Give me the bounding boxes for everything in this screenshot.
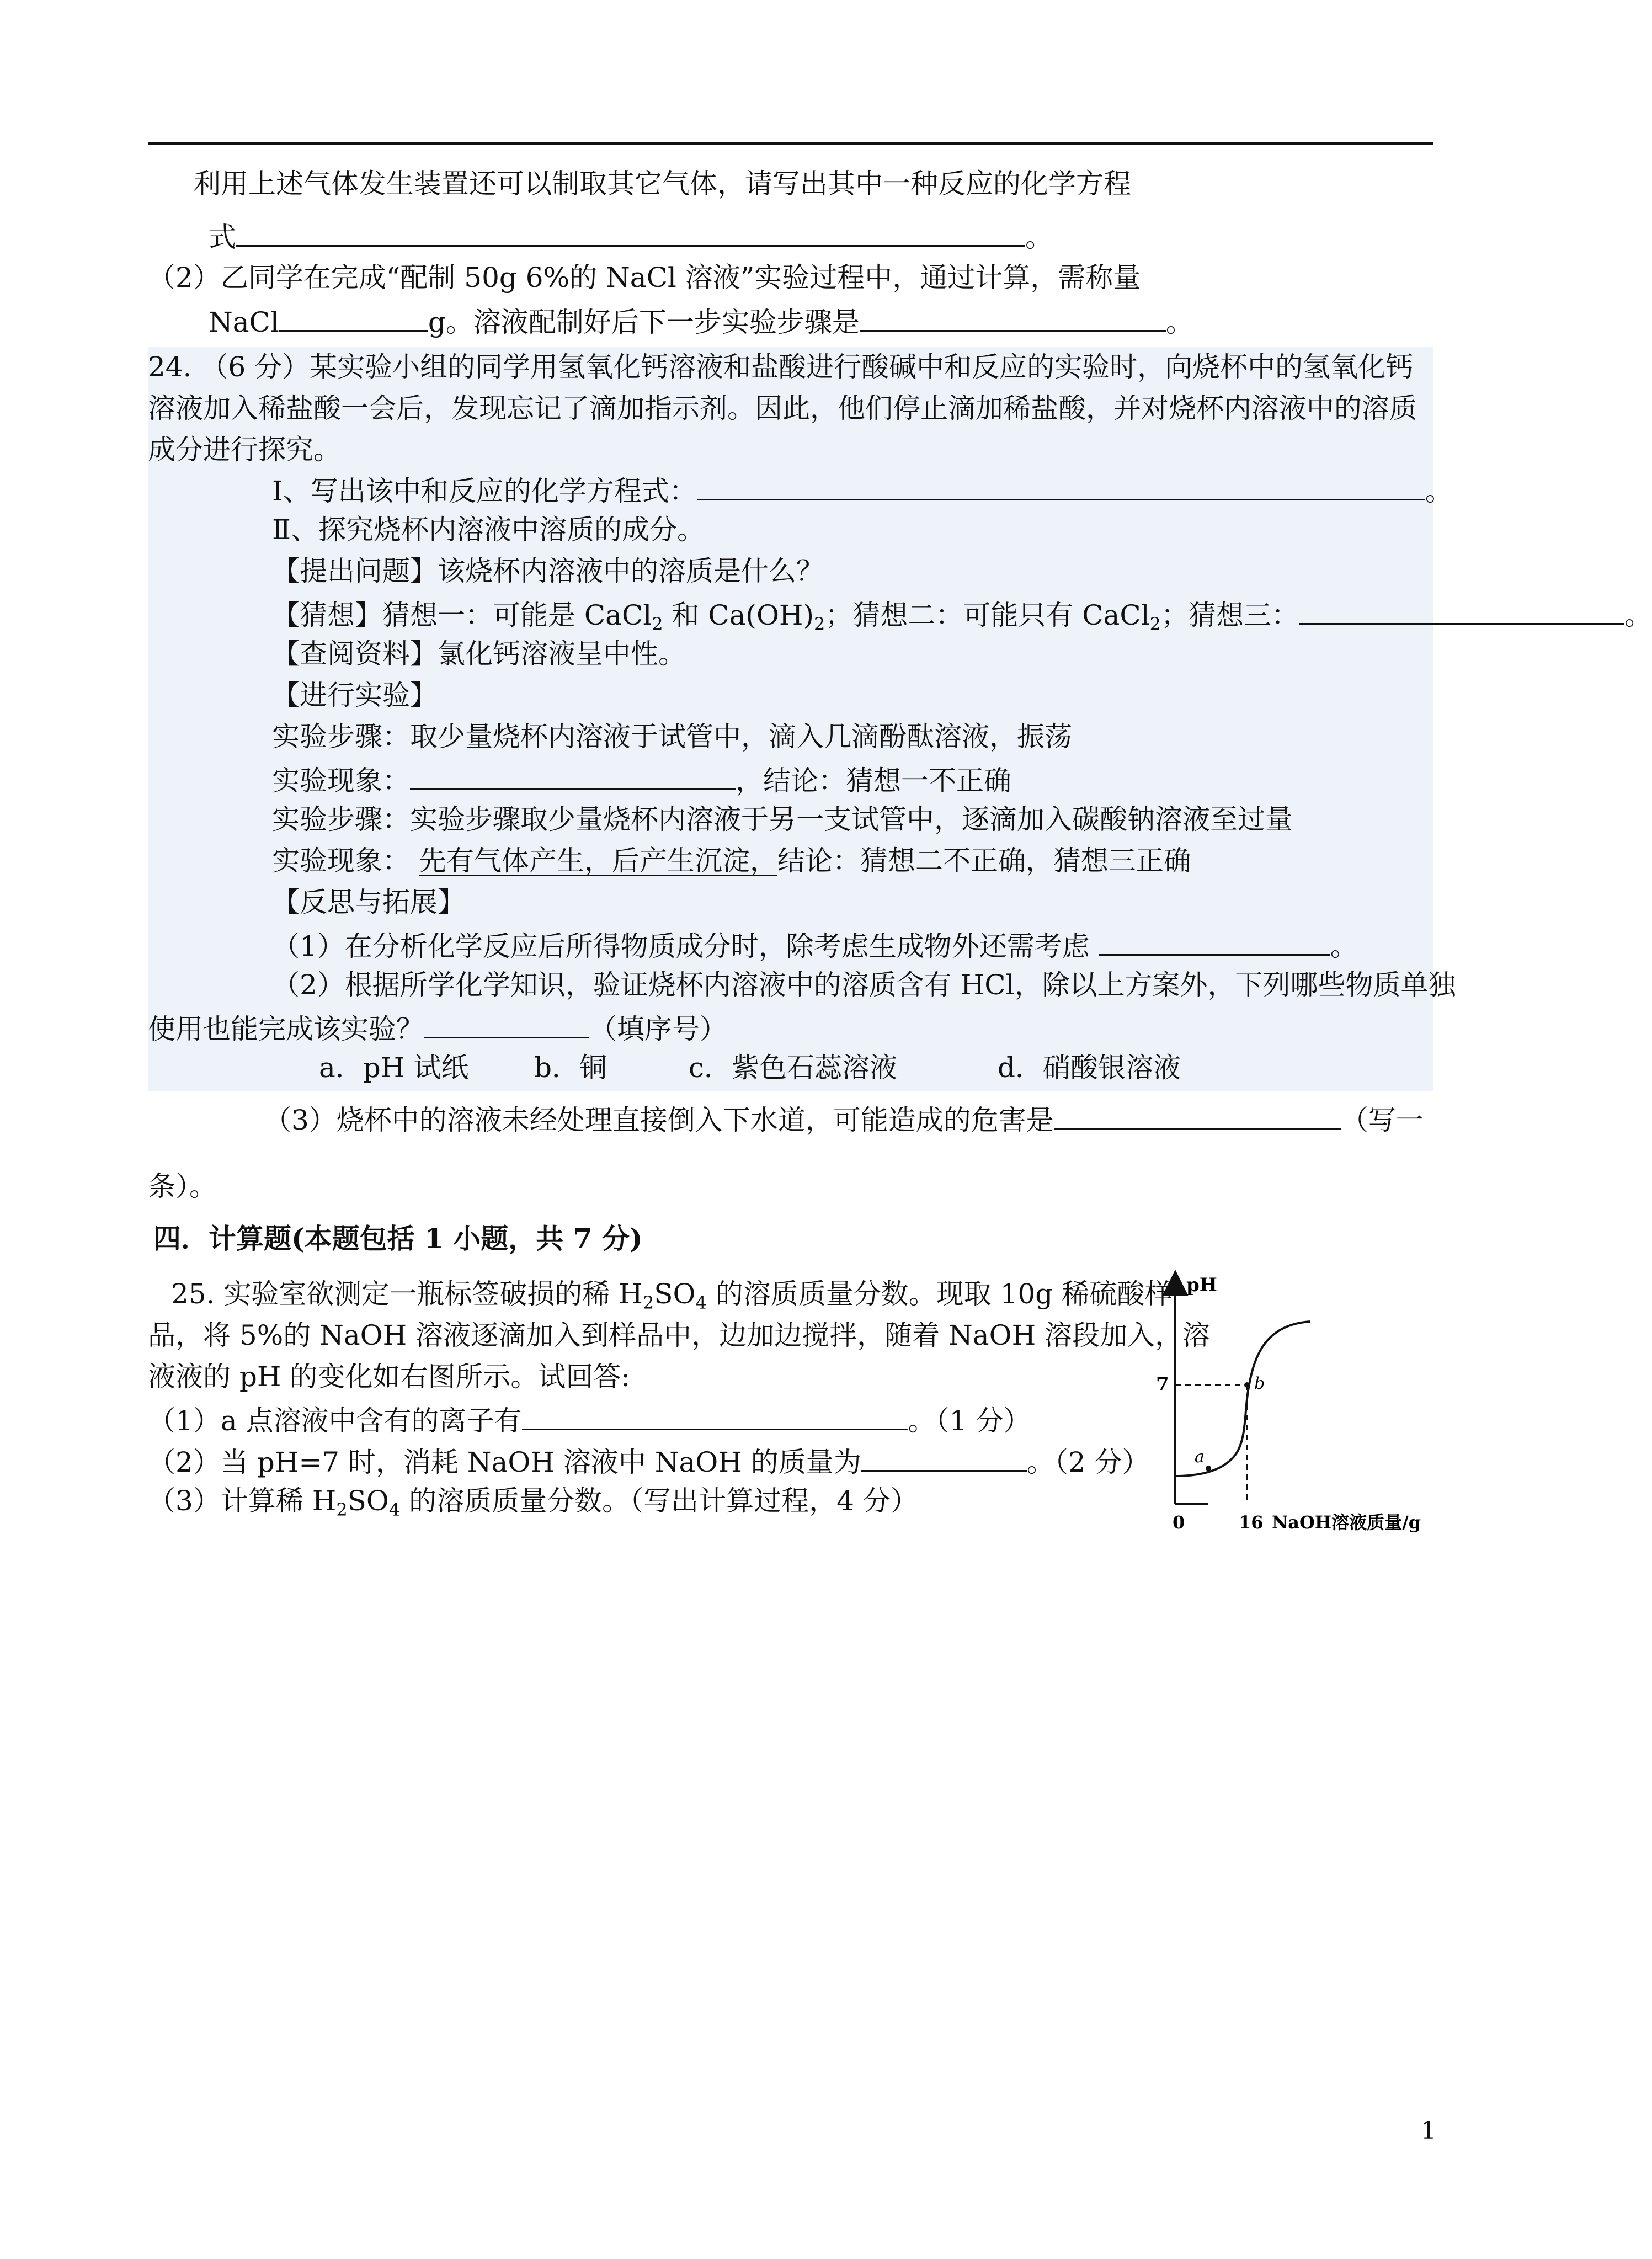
q24-intro-line1: 24. （6 分）某实验小组的同学用氢氧化钙溶液和盐酸进行酸碱中和反应的实验时，向烧杯中的氢氧化钙 [148, 351, 1414, 383]
answer-blank-neutralization[interactable] [697, 475, 1425, 500]
q24-part1: Ⅰ、写出该中和反应的化学方程式： 。 [272, 475, 1453, 507]
answer-blank-consider[interactable] [1099, 930, 1330, 956]
ph-chart [1156, 1272, 1454, 1537]
q24-option-c: c．紫色石蕊溶液 [689, 1052, 898, 1084]
q23-line2: 式 。 [209, 221, 1053, 253]
point-b-label: b [1254, 1374, 1265, 1393]
q24-step1: 实验步骤：取少量烧杯内溶液于试管中，滴入几滴酚酞溶液，振荡 [272, 721, 1072, 753]
q24-option-d: d．硝酸银溶液 [998, 1052, 1181, 1084]
y-axis-label: pH [1186, 1274, 1217, 1296]
q24-option-b: b．铜 [534, 1052, 607, 1084]
answer-blank-harm[interactable] [1054, 1104, 1341, 1130]
y-tick-label: 7 [1156, 1373, 1169, 1395]
answer-blank-options[interactable] [424, 1013, 589, 1038]
q25-line1: 25. 实验室欲测定一瓶标签破损的稀 $H_2SO_4$ 的溶质质量分数。现取 10g 稀硫酸样 [171, 1278, 1173, 1313]
answer-blank-ions[interactable] [522, 1404, 908, 1430]
x-tick-label: 16 [1239, 1512, 1264, 1533]
q24-observation2: 实验现象： 先有气体产生，后产生沉淀，结论：猜想二不正确，猜想三正确 [272, 845, 1191, 877]
x-origin-label: 0 [1173, 1512, 1185, 1533]
q24-intro-line2: 溶液加入稀盐酸一会后，发现忘记了滴加指示剂。因此，他们停止滴加稀盐酸，并对烧杯内溶液中的溶质 [148, 392, 1417, 424]
q25-sub2: （2）当 pH=7 时，消耗 NaOH 溶液中 NaOH 的质量为 。（2 分） [148, 1446, 1150, 1478]
q23-line1: 利用上述气体发生装置还可以制取其它气体，请写出其中一种反应的化学方程 [193, 168, 1131, 200]
q24-option-a: a．pH 试纸 [319, 1052, 469, 1084]
point-a-label: a [1195, 1447, 1205, 1467]
x-axis-label: NaOH溶液质量/g [1272, 1512, 1421, 1533]
answer-blank-guess3[interactable] [1299, 599, 1624, 625]
q24-reflect3-line2: 条）。 [148, 1170, 217, 1202]
q23-part2-line2: NaCl g。溶液配制好后下一步实验步骤是 。 [209, 306, 1193, 338]
q24-reflect-heading: 【反思与拓展】 [272, 886, 465, 918]
q24-step2: 实验步骤：实验步骤取少量烧杯内溶液于另一支试管中，逐滴加入碳酸钠溶液至过量 [272, 803, 1293, 835]
q25-sub1: （1）a 点溶液中含有的离子有 。（1 分） [148, 1405, 1031, 1437]
answer-blank-next-step[interactable] [860, 306, 1166, 332]
q24-reflect2-line1: （2）根据所学化学知识，验证烧杯内溶液中的溶质含有 HCl，除以上方案外，下列哪些物质单独 [272, 969, 1456, 1001]
q24-part2: Ⅱ、探究烧杯内溶液中溶质的成分。 [272, 514, 705, 546]
q24-intro-line3: 成分进行探究。 [148, 434, 341, 466]
q24-reflect1: （1）在分析化学反应后所得物质成分时，除考虑生成物外还需考虑 。 [272, 930, 1358, 962]
answer-blank-nacl-mass[interactable] [279, 306, 428, 332]
point-b [1244, 1382, 1250, 1388]
q23-part2-line1: （2）乙同学在完成“配制 50g 6%的 NaCl 溶液”实验过程中，通过计算，需称量 [148, 262, 1141, 294]
q24-info: 【查阅资料】氯化钙溶液呈中性。 [272, 638, 686, 670]
section4-heading: 四．计算题(本题包括 1 小题，共 7 分) [153, 1222, 643, 1255]
q24-experiment-heading: 【进行实验】 [272, 679, 438, 711]
q24-reflect3-line1: （3）烧杯中的溶液未经处理直接倒入下水道，可能造成的危害是 （写一 [264, 1104, 1424, 1136]
q24-question: 【提出问题】该烧杯内溶液中的溶质是什么？ [272, 555, 824, 587]
point-a [1206, 1466, 1211, 1471]
answer-blank-naoh-mass[interactable] [861, 1446, 1027, 1472]
q25-sub3: （3）计算稀 $H_2SO_4$ 的溶质质量分数。（写出计算过程，4 分） [148, 1485, 918, 1520]
answer-blank-equation[interactable] [236, 221, 1025, 247]
q24-reflect2-line2: 使用也能完成该实验？ （填序号） [148, 1013, 727, 1045]
answer-blank-observation[interactable] [410, 764, 736, 790]
header-rule [148, 142, 1433, 145]
q25-line3: 液液的 pH 的变化如右图所示。试回答: [148, 1361, 631, 1393]
q25-line2: 品，将 5%的 NaOH 溶液逐滴加入到样品中，边加边搅拌，随着 NaOH 溶段加入，溶 [148, 1319, 1211, 1351]
q24-guess: 【猜想】猜想一：可能是 CaCl$_2$ 和 $Ca(OH)_2$；猜想二：可能只有 CaCl$_2$；猜想三： 。 [272, 599, 1652, 635]
page-number: 1 [1421, 2117, 1436, 2145]
q24-observation1: 实验现象： ，结论：猜想一不正确 [272, 765, 1011, 797]
